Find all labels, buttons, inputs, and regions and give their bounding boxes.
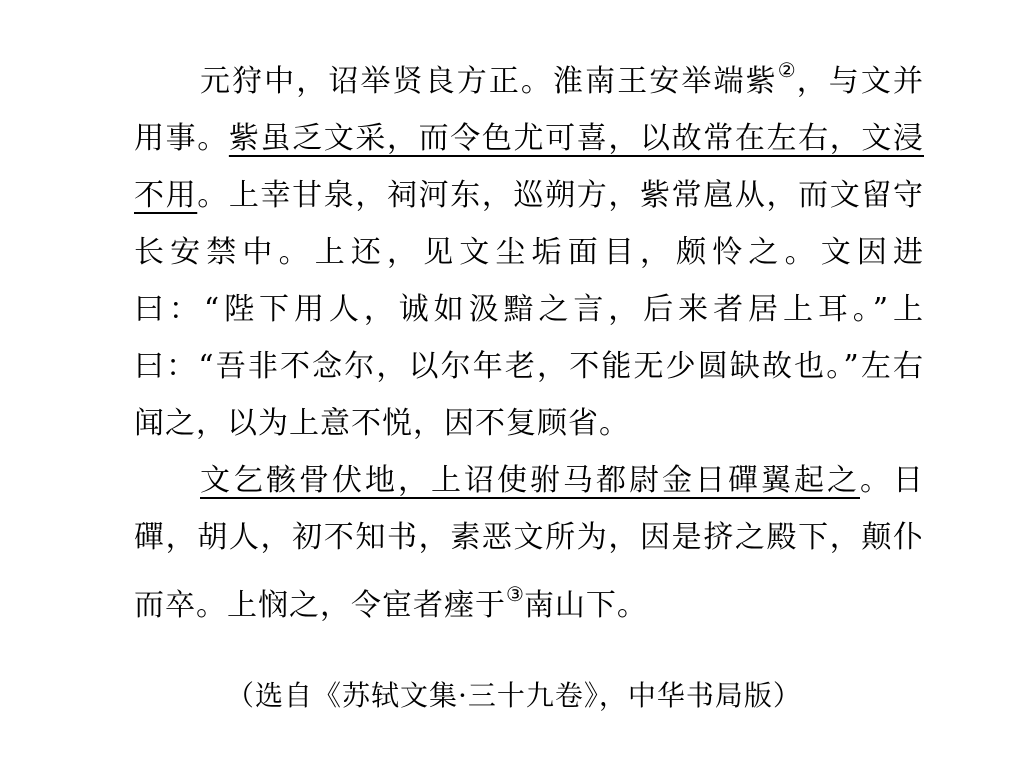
text-segment: 。日磾，胡人，初不知书，素恶文所为，因是挤之殿下，颠仆而卒。上悯之，令宦者瘗于 bbox=[134, 463, 924, 623]
paragraph-1 bbox=[134, 42, 924, 452]
footnote-marker-2: ② bbox=[777, 58, 797, 82]
underlined-sentence-1: 紫虽乏文采，而令色尤可喜，以故常在左右，文浸不用 bbox=[134, 121, 924, 213]
paragraph-2 bbox=[134, 452, 924, 634]
source-citation: （选自《苏轼文集·三十九卷》，中华书局版） bbox=[226, 679, 802, 712]
underlined-sentence-2: 文乞骸骨伏地，上诏使驸马都尉金日磾翼起之 bbox=[200, 463, 860, 498]
text-segment: 元狩中，诏举贤良方正。淮南王安举端紫 bbox=[200, 64, 778, 99]
text-segment: 南山下。 bbox=[523, 588, 648, 623]
footnote-marker-3: ③ bbox=[506, 582, 524, 606]
text-segment: ，与文并用事。 bbox=[134, 64, 924, 156]
text-segment: 。上幸甘泉，祠河东，巡朔方，紫常扈从，而文留守长安禁中。上还，见文尘垢面目，颇怜之。文因进曰：“陛下用人，诚如汲黯之言，后来者居上耳。”上曰：“吾非不念尔，以尔年老，不能无少圆缺故也。”左右闻之，以为上意不悦，因不复顾省。 bbox=[134, 178, 924, 441]
classical-text bbox=[134, 42, 924, 634]
